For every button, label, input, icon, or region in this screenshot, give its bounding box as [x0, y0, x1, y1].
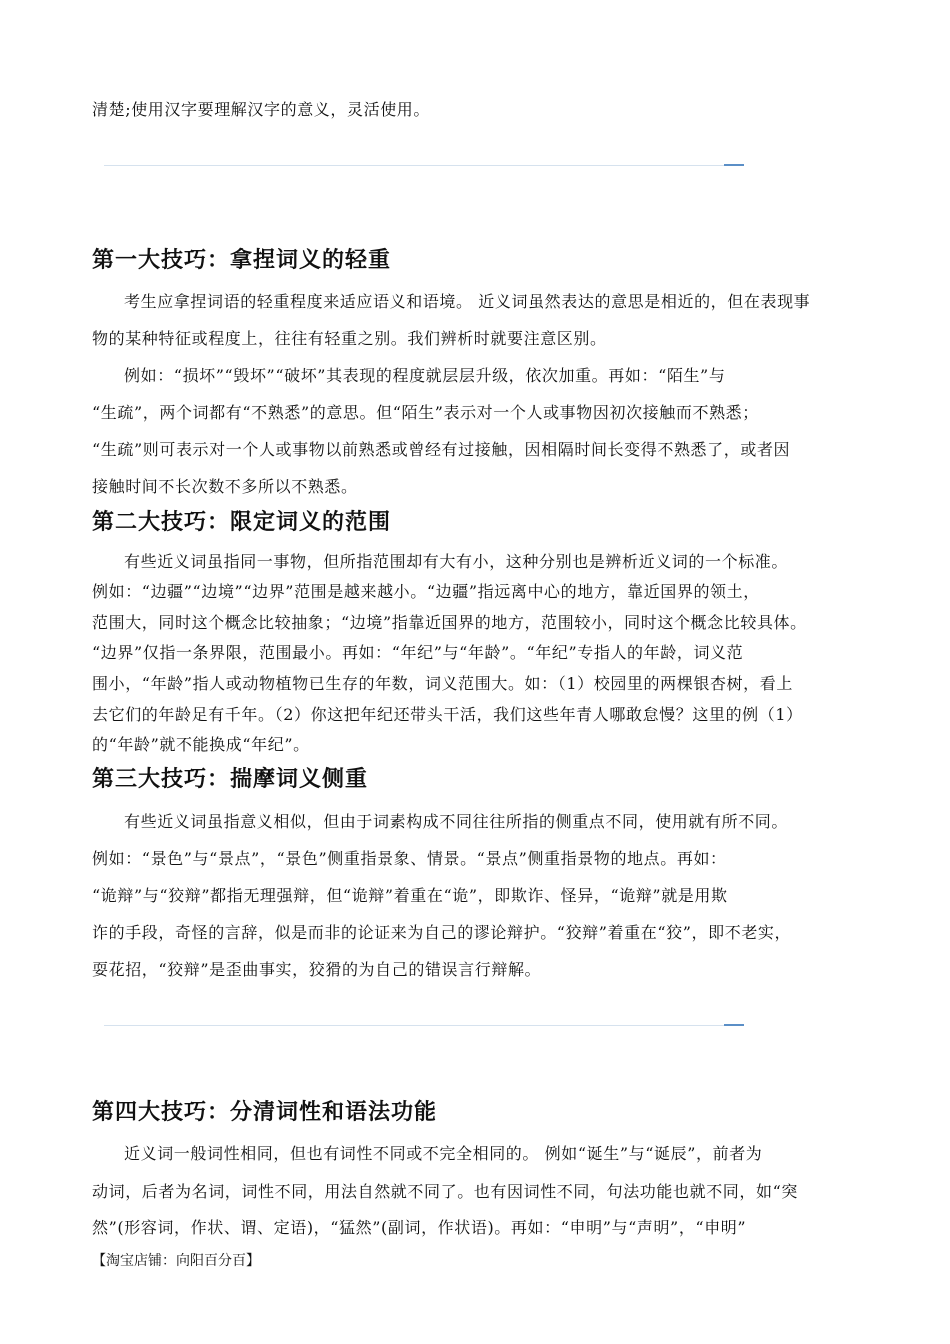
- paragraph-line: “生疏”，两个词都有“不熟悉”的意思。但“陌生”表示对一个人或事物因初次接触而不熟悉；: [92, 403, 759, 422]
- paragraph-line: 然”(形容词，作状、谓、定语)，“猛然”(副词，作状语)。再如：“申明”与“声明”，“申明”: [92, 1218, 747, 1237]
- divider-accent: [724, 164, 744, 166]
- paragraph-line: “生疏”则可表示对一个人或事物以前熟悉或曾经有过接触，因相隔时间长变得不熟悉了，或者因: [92, 440, 791, 459]
- paragraph-line: 接触时间不长次数不多所以不熟悉。: [92, 477, 358, 496]
- paragraph-line: 诈的手段，奇怪的言辞，似是而非的论证来为自己的谬论辩护。“狡辩”着重在“狡”，即不老实，: [92, 923, 792, 942]
- paragraph-line: 物的某种特征或程度上，往往有轻重之别。我们辨析时就要注意区别。: [92, 329, 607, 348]
- divider-accent: [724, 1024, 744, 1026]
- paragraph-line: 的“年龄”就不能换成“年纪”。: [92, 735, 310, 754]
- paragraph-line: 例如：“景色”与“景点”，“景色”侧重指景象、情景。“景点”侧重指景物的地点。再如：: [92, 849, 727, 868]
- paragraph-line: 例如：“边疆”“边境”“边界”范围是越来越小。“边疆”指远离中心的地方，靠近国界的领土，: [92, 582, 760, 601]
- paragraph-line: 近义词一般词性相同，但也有词性不同或不完全相同的。 例如“诞生”与“诞辰”，前者为: [124, 1144, 763, 1163]
- section-heading-4: 第四大技巧：分清词性和语法功能: [92, 1100, 438, 1125]
- paragraph-line: 动词，后者为名词，词性不同，用法自然就不同了。也有因词性不同，句法功能也就不同，如“突: [92, 1182, 798, 1201]
- paragraph-line: 耍花招，“狡辩”是歪曲事实，狡猾的为自己的错误言行辩解。: [92, 960, 542, 979]
- paragraph-line: 围小，“年龄”指人或动物植物已生存的年数，词义范围大。如：（1）校园里的两棵银杏树，看上: [92, 674, 793, 693]
- paragraph-line: 范围大，同时这个概念比较抽象；“边境”指靠近国界的地方，范围较小，同时这个概念比较具体。: [92, 613, 807, 632]
- section-heading-2: 第二大技巧：限定词义的范围: [92, 510, 392, 535]
- paragraph-line: “边界”仅指一条界限，范围最小。再如：“年纪”与“年龄”。“年纪”专指人的年龄，词义范: [92, 643, 744, 662]
- paragraph-line: 有些近义词虽指同一事物，但所指范围却有大有小，这种分别也是辨析近义词的一个标准。: [124, 552, 789, 571]
- section-divider: [104, 1025, 744, 1026]
- section-heading-1: 第一大技巧：拿捏词义的轻重: [92, 248, 392, 273]
- paragraph-line: 去它们的年龄足有千年。（2）你这把年纪还带头干活，我们这些年青人哪敢怠慢？这里的例（1）: [92, 705, 803, 724]
- section-heading-3: 第三大技巧：揣摩词义侧重: [92, 767, 369, 792]
- section-divider: [104, 165, 744, 166]
- paragraph-line: 考生应拿捏词语的轻重程度来适应语义和语境。 近义词虽然表达的意思是相近的，但在表现事: [124, 292, 811, 311]
- paragraph-line: 例如：“损坏”“毁坏”“破坏”其表现的程度就层层升级，依次加重。再如：“陌生”与: [124, 366, 726, 385]
- paragraph-line: “诡辩”与“狡辩”都指无理强辩，但“诡辩”着重在“诡”，即欺诈、怪异，“诡辩”就是用欺: [92, 886, 728, 905]
- paragraph-line: 有些近义词虽指意义相似，但由于词素构成不同往往所指的侧重点不同，使用就有所不同。: [124, 812, 789, 831]
- intro-line: 清楚;使用汉字要理解汉字的意义，灵活使用。: [92, 100, 430, 119]
- shop-footer: 【淘宝店铺：向阳百分百】: [92, 1253, 260, 1269]
